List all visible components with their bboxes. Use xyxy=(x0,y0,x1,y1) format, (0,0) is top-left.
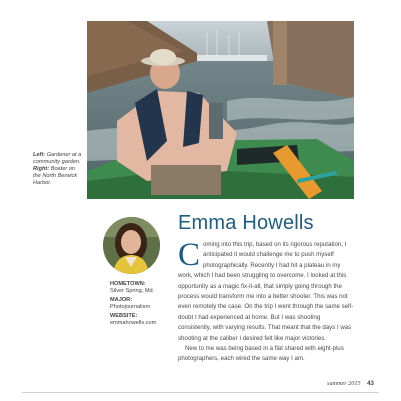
hometown-label: HOMETOWN: xyxy=(110,281,146,287)
issue-season: summer 2015 xyxy=(327,380,361,387)
author-name: Emma Howells xyxy=(178,212,314,234)
boater-photo-art xyxy=(87,21,354,199)
caption-right-label: Right: xyxy=(33,166,50,172)
photo-caption xyxy=(33,152,83,187)
caption-left-text: Gardener at a community garden. xyxy=(33,152,82,165)
caption-left-label: Left: xyxy=(33,152,46,158)
author-bio xyxy=(110,281,172,327)
article-paragraph-1-text: oming into this trip, based on its rigorous reputation, I anticipated it would challenge me to push myself photographically. Recently I had hit a plateau in my work, which I had been struggling to overcome. I looked at this opportunity as a magic fix-it-all, that simply going through the process would transform me into a better shooter. This was not even remotely the case. On the trip I went through the same self-doubt I had experienced at home. But I was shooting consistently, with varying results. That meant that the days I was shooting at the caliber I desired felt like major victories. xyxy=(178,241,354,342)
article-paragraph-1 xyxy=(178,237,354,344)
major-label: MAJOR: xyxy=(110,297,133,303)
page-number: 43 xyxy=(367,380,374,387)
article-paragraph-2: New to me was being based in a flat shared with eight-plus photographers, each wired the same way I am. xyxy=(178,345,344,363)
author-portrait-art xyxy=(103,217,160,274)
author-portrait xyxy=(103,217,160,274)
page-footer xyxy=(327,380,374,387)
major-value: Photojournalism xyxy=(110,304,151,310)
boater-photo xyxy=(87,21,354,199)
drop-cap: C xyxy=(178,237,201,273)
caption-right-text: Boater on the North Berwick Harbor. xyxy=(33,166,78,186)
article-body xyxy=(178,237,354,365)
website-label: WEBSITE: xyxy=(110,313,138,319)
website-value: emmahowells.com xyxy=(110,320,157,326)
hometown-value: Silver Spring, Md. xyxy=(110,288,155,294)
footer-rule xyxy=(22,392,379,393)
